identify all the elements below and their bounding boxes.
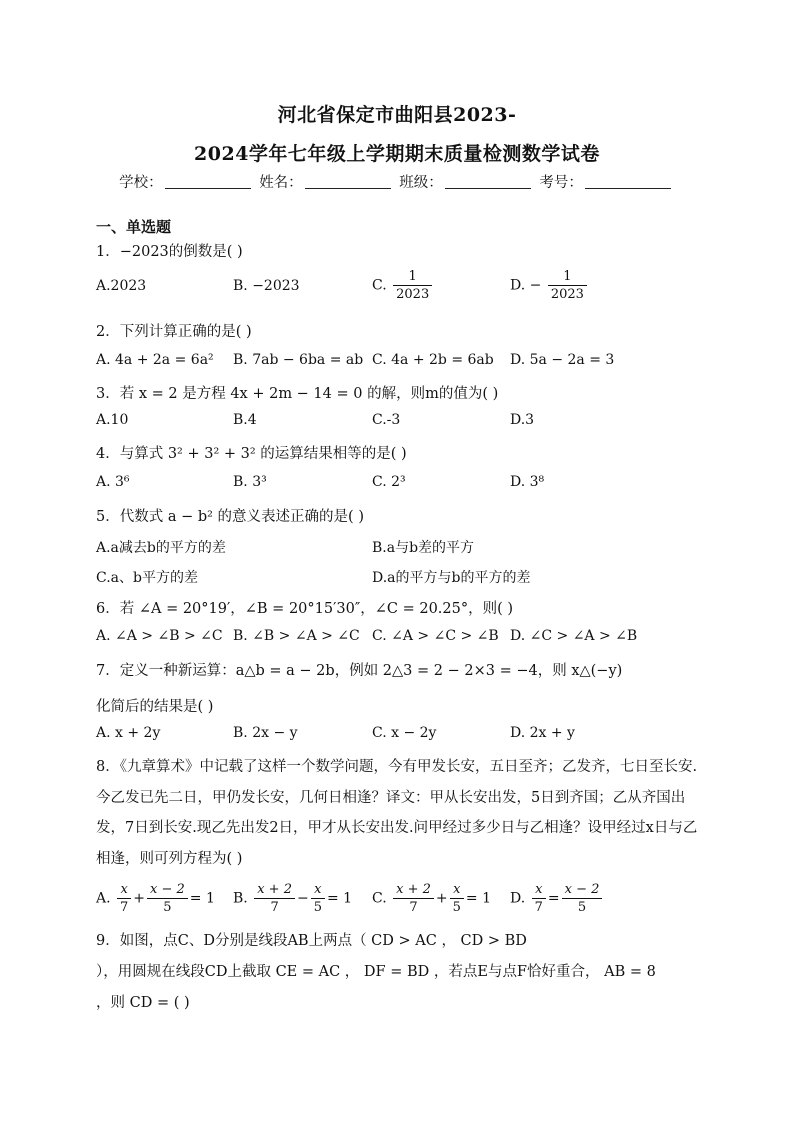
q8-a-fraction-2: $\frac{x - 2}{5}$: [147, 882, 188, 915]
question-8-options: [96, 882, 716, 915]
q3-option-d[interactable]: D.3: [510, 412, 535, 428]
school-label: 学校：: [119, 175, 163, 191]
question-1-options: [96, 269, 716, 302]
q8-d-fraction-1: $\frac{x}{7}$: [532, 882, 546, 915]
q6-option-a[interactable]: A. ∠A > ∠B > ∠C: [96, 628, 223, 644]
q8-option-a-label: A.: [96, 890, 111, 907]
q2-option-b[interactable]: B. 7ab − 6ba = ab: [233, 352, 364, 368]
q7-option-a[interactable]: A. x + 2y: [96, 725, 161, 741]
q8-d-fraction-2: $\frac{x - 2}{5}$: [562, 882, 603, 915]
exam-title-line1: 河北省保定市曲阳县2023-: [277, 104, 517, 126]
q5-option-c[interactable]: C.a、b平方的差: [96, 570, 198, 586]
question-1-stem: 1．−2023的倒数是( ): [96, 244, 243, 260]
q1-option-a[interactable]: A.2023: [96, 278, 147, 294]
q1-option-c-label: C.: [372, 277, 387, 294]
q8-option-c[interactable]: C. $\frac{x + 2}{7}$ + $\frac{x}{5}$ = 1: [372, 882, 491, 915]
question-5-options-row2: [96, 567, 716, 591]
class-blank[interactable]: [445, 174, 531, 189]
q8-option-b-label: B.: [233, 890, 248, 907]
q1-option-b[interactable]: B. −2023: [233, 278, 300, 294]
q7-option-d[interactable]: D. 2x + y: [510, 725, 575, 741]
question-4-stem: 4．与算式 3² + 3² + 3² 的运算结果相等的是( ): [96, 446, 407, 462]
name-blank[interactable]: [305, 174, 391, 189]
section-title: 一、单选题: [96, 218, 172, 236]
q5-option-a[interactable]: A.a减去b的平方的差: [96, 540, 226, 556]
q8-c-fraction-2: $\frac{x}{5}$: [450, 882, 464, 915]
q4-option-a[interactable]: A. 3⁶: [96, 474, 130, 490]
exam-number-blank[interactable]: [585, 174, 671, 189]
question-3-options: [96, 412, 716, 436]
q3-option-c[interactable]: C.-3: [372, 412, 401, 428]
q1-option-c-fraction: $\frac{1}{2023}$: [393, 269, 432, 302]
question-6-options: [96, 628, 716, 652]
question-5-options-row1: [96, 537, 716, 561]
name-label: 姓名：: [259, 175, 303, 191]
q8-option-c-label: C.: [372, 890, 387, 907]
q8-c-fraction-1: $\frac{x + 2}{7}$: [393, 882, 434, 915]
q8-b-fraction-1: $\frac{x + 2}{7}$: [254, 882, 295, 915]
q7-option-c[interactable]: C. x − 2y: [372, 725, 437, 741]
question-9-stem-cont: ），用圆规在线段CD上截取 CE = AC ， DF = BD ，若点E与点F恰好重合， AB = 8: [96, 964, 656, 980]
q6-option-b[interactable]: B. ∠B > ∠A > ∠C: [233, 628, 360, 644]
question-6-stem: 6．若 ∠A = 20°19′，∠B = 20°15′30″，∠C = 20.25°，则( ): [96, 601, 514, 617]
q2-option-d[interactable]: D. 5a − 2a = 3: [510, 352, 615, 368]
q1-option-d-label: D. −: [510, 277, 542, 294]
q1-option-c[interactable]: [372, 269, 434, 302]
question-7-stem: 7．定义一种新运算：a△b = a − 2b，例如 2△3 = 2 − 2×3 = −4，则 x△(−y): [96, 663, 623, 679]
q1-option-d[interactable]: [510, 269, 589, 302]
q8-option-d[interactable]: D. $\frac{x}{7}$ = $\frac{x - 2}{5}$: [510, 882, 604, 915]
school-blank[interactable]: [165, 174, 251, 189]
q8-b-fraction-2: $\frac{x}{5}$: [311, 882, 325, 915]
q6-option-c[interactable]: C. ∠A > ∠C > ∠B: [372, 628, 499, 644]
q2-option-c[interactable]: C. 4a + 2b = 6ab: [372, 352, 494, 368]
question-8-stem: 8．《九章算术》中记载了这样一个数学问题，今有甲发长安，五日至齐；乙发齐，七日至长安.今乙发已先二日，甲仍发长安，几何日相逢？译文：甲从长安出发，5日到齐国；乙从齐国出发，7日到长安.现乙先出发2日，甲才从长安出发.问甲经过多少日与乙相逢？设甲经过x日与乙相逢，则可列方程为( ): [96, 759, 698, 867]
q8-option-d-label: D.: [510, 890, 526, 907]
q4-option-b[interactable]: B. 3³: [233, 474, 267, 490]
question-7-stem-cont: 化简后的结果是( ): [96, 699, 214, 715]
class-label: 班级：: [399, 175, 443, 191]
question-5-stem: 5．代数式 a − b² 的意义表述正确的是( ): [96, 509, 364, 525]
q5-option-d[interactable]: D.a的平方与b的平方的差: [372, 570, 531, 586]
question-9-stem-end: ，则 CD = ( ): [96, 995, 190, 1011]
q7-option-b[interactable]: B. 2x − y: [233, 725, 298, 741]
q2-option-a[interactable]: A. 4a + 2a = 6a²: [96, 352, 214, 368]
question-9-stem: 9．如图，点C、D分别是线段AB上两点（ CD > AC ， CD > BD: [96, 933, 527, 949]
question-3-stem: 3．若 x = 2 是方程 4x + 2m − 14 = 0 的解，则m的值为( ): [96, 386, 499, 402]
q4-option-c[interactable]: C. 2³: [372, 474, 406, 490]
question-4-options: [96, 474, 716, 498]
q3-option-b[interactable]: B.4: [233, 412, 257, 428]
q8-a-fraction-1: $\frac{x}{7}$: [117, 882, 131, 915]
exam-title-line2: 2024学年七年级上学期期末质量检测数学试卷: [194, 143, 600, 165]
question-7-options: [96, 725, 716, 749]
q1-option-d-fraction: $\frac{1}{2023}$: [548, 269, 587, 302]
question-2-stem: 2．下列计算正确的是( ): [96, 324, 252, 340]
student-info-row: [0, 171, 794, 192]
q4-option-d[interactable]: D. 3⁸: [510, 474, 545, 490]
exam-number-label: 考号：: [539, 175, 583, 191]
q6-option-d[interactable]: D. ∠C > ∠A > ∠B: [510, 628, 638, 644]
q8-option-a[interactable]: A. $\frac{x}{7}$ + $\frac{x - 2}{5}$ = 1: [96, 882, 215, 915]
q8-option-b[interactable]: B. $\frac{x + 2}{7}$ − $\frac{x}{5}$ = 1: [233, 882, 353, 915]
q5-option-b[interactable]: B.a与b差的平方: [372, 540, 475, 556]
question-2-options: [96, 352, 716, 376]
q3-option-a[interactable]: A.10: [96, 412, 129, 428]
